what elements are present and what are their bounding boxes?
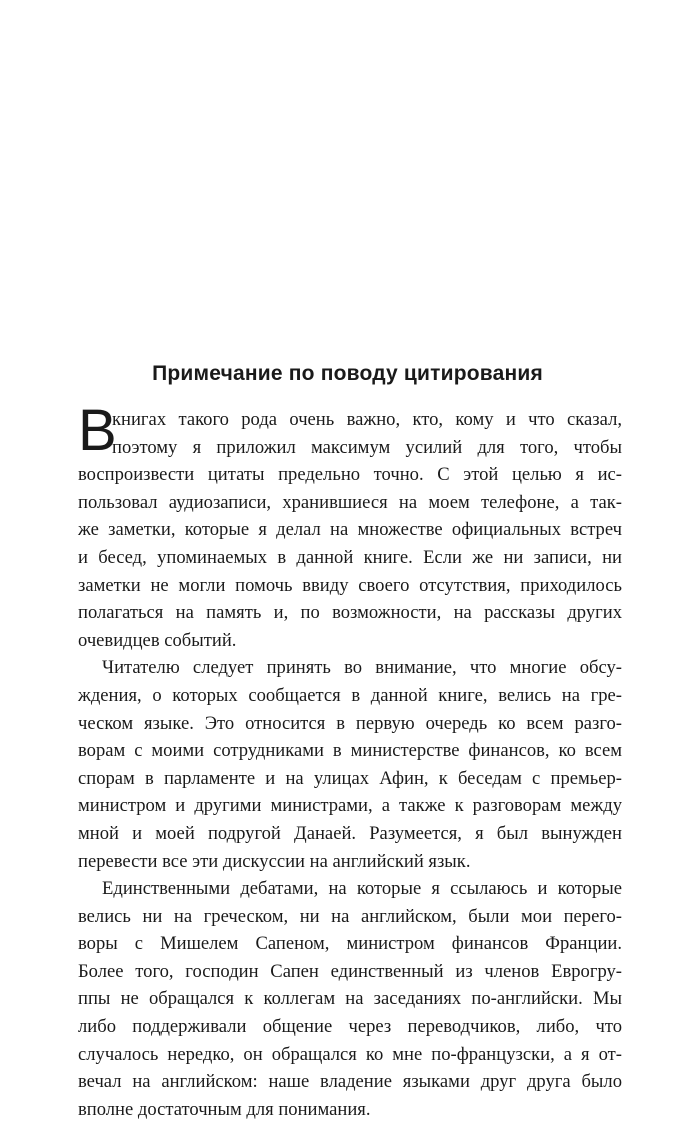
text-line: Читателю следует принять во внимание, что многие обсу- — [102, 657, 622, 679]
text-line: перевести все эти дискуссии на английский язык. — [78, 850, 471, 872]
drop-cap: В — [78, 398, 117, 463]
text-line: полагаться на память и, по возможности, на рассказы других — [78, 602, 622, 624]
text-line: Единственными дебатами, на которые я ссылаюсь и которые — [102, 878, 622, 900]
text-line: воспроизвести цитаты предельно точно. С этой целью я ис- — [78, 464, 622, 486]
text-line: министром и другими министрами, а также к разговорам между — [78, 795, 622, 817]
text-line: вполне достаточным для понимания. — [78, 1098, 371, 1120]
text-line: и бесед, упоминаемых в данной книге. Если же ни записи, ни — [78, 546, 622, 568]
page-title: Примечание по поводу цитирования — [152, 362, 543, 385]
text-line: ворам с моими сотрудниками в министерстве финансов, ко всем — [78, 740, 622, 762]
text-line: ппы не обращался к коллегам на заседаниях по-английски. Мы — [78, 988, 622, 1010]
body-text — [78, 406, 622, 1123]
text-line: ческом языке. Это относится в первую очередь ко всем разго- — [78, 712, 622, 734]
text-line: ждения, о которых сообщается в данной книге, велись на гре- — [78, 684, 622, 706]
text-line: спорам в парламенте и на улицах Афин, к беседам с премьер- — [78, 767, 622, 789]
text-line: либо поддерживали общение через переводчиков, либо, что — [78, 1016, 622, 1038]
text-line: же заметки, которые я делал на множестве официальных встреч — [78, 519, 622, 541]
text-line: книгах такого рода очень важно, кто, кому и что сказал, — [112, 409, 622, 430]
text-line: Более того, господин Сапен единственный из членов Еврогру- — [78, 960, 622, 982]
text-line: мной и моей подругой Данаей. Разумеется, я был вынужден — [78, 822, 622, 844]
text-line: вечал на английском: наше владение языками друг друга было — [78, 1071, 622, 1093]
text-line: пользовал аудиозаписи, хранившиеся на моем телефоне, а так- — [78, 491, 622, 513]
text-line: велись ни на греческом, ни на английском, были мои перего- — [78, 905, 622, 927]
text-line: очевидцев событий. — [78, 629, 237, 651]
text-line: заметки не могли помочь ввиду своего отсутствия, приходилось — [78, 574, 622, 596]
text-line: поэтому я приложил максимум усилий для того, чтобы — [112, 436, 622, 458]
text-line: случалось нередко, он обращался ко мне по-французски, а я от- — [78, 1043, 622, 1065]
text-line: воры с Мишелем Сапеном, министром финансов Франции. — [78, 933, 622, 955]
